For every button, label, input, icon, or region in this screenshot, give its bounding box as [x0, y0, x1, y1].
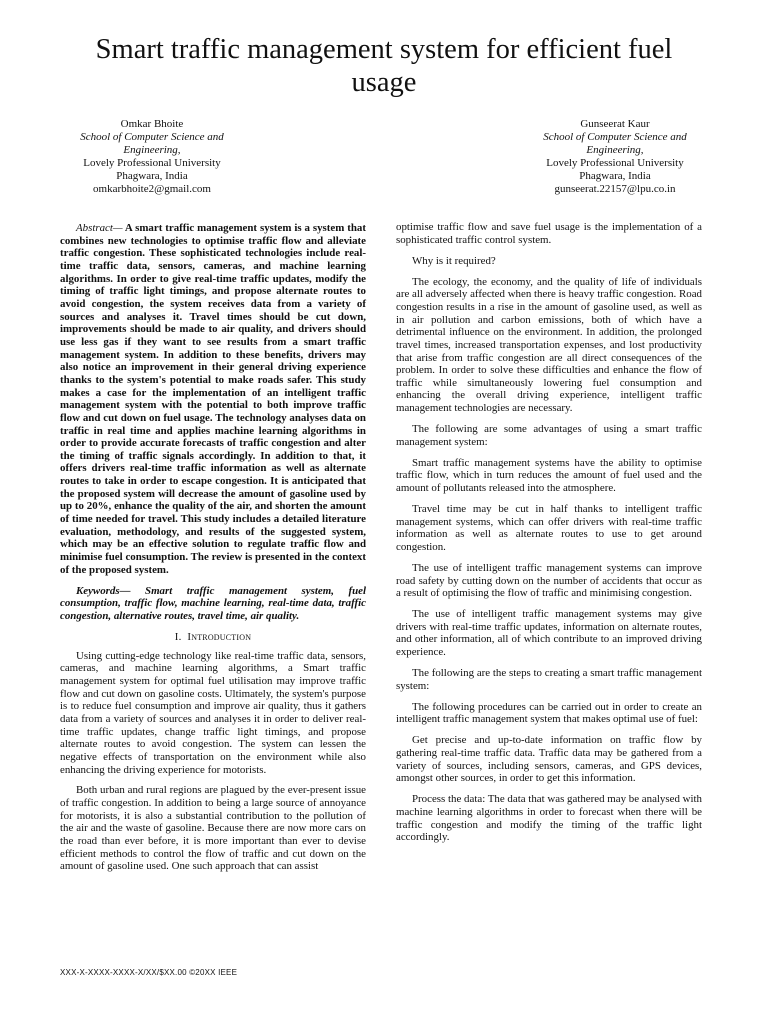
- body-paragraph: Smart traffic management systems have the ability to optimise traffic flow, which in turn reduces the amount of fuel used and the amount of pollutants released into the atmosphere.: [396, 456, 702, 494]
- body-paragraph: The use of intelligent traffic management systems may give drivers with real-time traffic updates, information on alternate routes, and other information, all of which contribute to an improved driving experience.: [396, 608, 702, 659]
- copyright-footer: XXX-X-XXXX-XXXX-X/XX/$XX.00 ©20XX IEEE: [60, 968, 238, 977]
- body-paragraph: optimise traffic flow and save fuel usage is the implementation of a sophisticated traffic control system.: [396, 221, 702, 246]
- keywords: [60, 585, 366, 623]
- body-paragraph: Travel time may be cut in half thanks to intelligent traffic management systems, which can offer drivers with real-time traffic information as well as alternate routes to use to get around congestion.: [396, 502, 702, 553]
- author-affiliation: Engineering,: [123, 144, 181, 156]
- author-name: Omkar Bhoite: [120, 118, 184, 130]
- abstract-lead: Abstract—: [76, 222, 123, 234]
- right-column: [396, 221, 702, 852]
- section-number: I.: [174, 630, 182, 643]
- section-title: Introduction: [187, 630, 252, 643]
- section-heading: [60, 631, 366, 644]
- author-location: Phagwara, India: [579, 170, 651, 182]
- body-paragraph: The ecology, the economy, and the quality of life of individuals are all adversely affected when there is heavy traffic congestion. Road congestion results in a rise in the amount of gasoline used, as well as in air pollution and carbon emissions, both of which have a detrimental influence on the environment. In addition, the prolonged travel times, increased transportation expenses, and lost productivity that arise from traffic congestion are all direct consequences of the problem. In order to solve these difficulties and enhance the flow of traffic while simultaneously lowering fuel consumption and enhancing the overall driving experience, intelligent traffic management technologies are necessary.: [396, 275, 702, 415]
- author-name: Gunseerat Kaur: [580, 118, 650, 130]
- author-affiliation: Engineering,: [586, 144, 644, 156]
- body-paragraph: The following procedures can be carried out in order to create an intelligent traffic management system that makes optimal use of fuel:: [396, 700, 702, 726]
- author-email: omkarbhoite2@gmail.com: [93, 183, 211, 195]
- author-affiliation: School of Computer Science and: [80, 131, 224, 143]
- author-email: gunseerat.22157@lpu.co.in: [554, 183, 676, 195]
- author-block: [505, 118, 725, 196]
- author-location: Phagwara, India: [116, 170, 188, 182]
- body-paragraph: The following are the steps to creating a smart traffic management system:: [396, 667, 702, 692]
- body-paragraph: Both urban and rural regions are plagued by the ever-present issue of traffic congestion. In addition to being a large source of annoyance for motorists, it is also a substantial contribution to the pollution of the air and the waste of gasoline. Because there are now more cars on the road than ever before, it is more important than ever to devise efficient methods to control the flow of traffic and cut down on the amount of gasoline used. One such approach that can assist: [60, 784, 366, 873]
- keywords-lead: Keywords—: [76, 584, 131, 597]
- left-column: [60, 222, 366, 881]
- body-paragraph: The use of intelligent traffic management systems can improve road safety by cutting down on the number of accidents that occur as a result of optimising the flow of traffic and minimising congestion.: [396, 561, 702, 600]
- paper-title: Smart traffic management system for efficient fuel usage: [95, 34, 673, 98]
- author-university: Lovely Professional University: [83, 157, 221, 169]
- body-paragraph: Process the data: The data that was gathered may be analysed with machine learning algorithms in order to forecast when there will be traffic congestion and modify the timing of the traffic light accordingly.: [396, 793, 702, 844]
- abstract: [60, 222, 366, 576]
- body-paragraph: Using cutting-edge technology like real-time traffic data, sensors, cameras, and machine learning algorithms, a Smart traffic management system for optimal fuel utilisation may improve traffic flow and cut down on gasoline costs. Ultimately, the system's purpose is to reduce fuel consumption and improve air quality, thus it gathers data from a variety of sources and analyses it in order to deliver real-time traffic updates, change traffic light timings, and propose alternate routes to avoid congestion. The system can lessen the negative effects of transportation on the environment while also enhancing the driving experience for motorists.: [60, 649, 366, 776]
- body-paragraph: Get precise and up-to-date information on traffic flow by gathering real-time traffic data. Traffic data may be gathered from a variety of sources, including sensors, cameras, and GPS devices, amongst other sources, in order to get this information.: [396, 734, 702, 785]
- keywords-text: Smart traffic management system, fuel consumption, traffic flow, machine learning, real-time data, traffic congestion, alternative routes, travel time, air quality.: [60, 584, 366, 622]
- subheading: Why is it required?: [412, 254, 496, 267]
- author-block: [42, 118, 262, 196]
- abstract-text: A smart traffic management system is a system that combines new technologies to optimise traffic flow and alleviate traffic congestion. These sophisticated technologies include real-time traffic data, sensors, cameras, and machine learning algorithms. In order to give real-time traffic updates, modify the timing of traffic light timings, and propose alternate routes to avoid congestion, the system receives data from a variety of sources and analyses it. Travel times should be cut down, improvements should be made to air quality, and drivers should use less gas if they want to see results from a smart traffic management system. In addition to these benefits, drivers may also notice an improvement in their general driving experience thanks to the system's potential to make roads safer. This study makes a case for the implementation of an intelligent traffic management system with the potential to both improve traffic flow and cut down on fuel usage. The technology analyses data on traffic in real time and applies machine learning algorithms in order to provide accurate forecasts of traffic congestion and alter the timing of traffic signals accordingly. In addition to that, it offers drivers real-time traffic information as well as alternate routes to take in order to escape congestion. It is anticipated that the proposed system will decrease the amount of gasoline used by up to 20%, enhance the quality of the air, and shorten the amount of time needed for travel. This study includes a detailed literature evaluation, methodology, and results of the suggested system, which may be an effective solution to regulate traffic flow and minimise fuel consumption. The review is presented in the context of the proposed system.: [60, 222, 367, 576]
- author-university: Lovely Professional University: [546, 157, 684, 169]
- body-paragraph: The following are some advantages of using a smart traffic management system:: [396, 423, 702, 448]
- author-affiliation: School of Computer Science and: [543, 131, 687, 143]
